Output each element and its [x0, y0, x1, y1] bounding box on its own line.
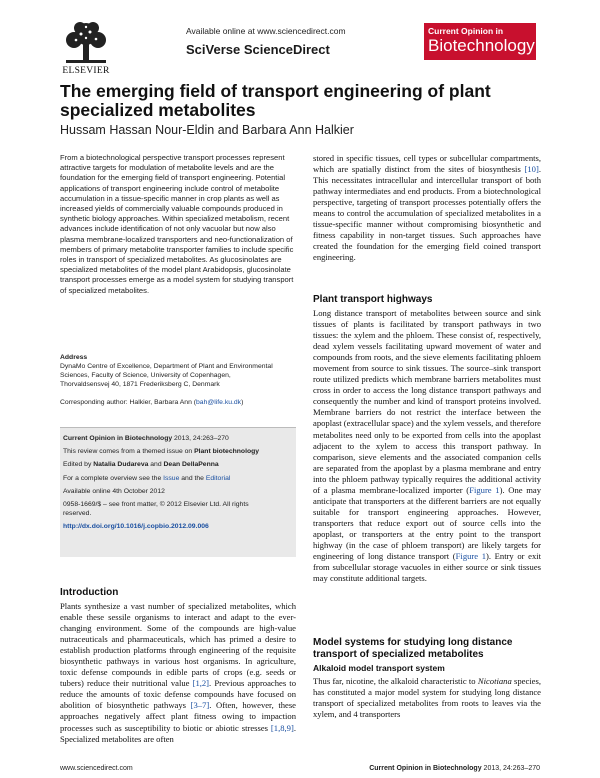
section-heading-model-systems: Model systems for studying long distance transport of specialized metabolites [313, 637, 513, 660]
journal-citation [63, 434, 293, 443]
footer-journal-name: Current Opinion in Biotechnology [369, 765, 482, 772]
body-text-part: Long distance transport of metabolites between source and sink tissues of plants is facilitated by transport pathways in two tissues: the xylem and the phloem. These consist of, respectively, dead xylem vessels facilitating upward movement of water and compounds from roots, and the sieve elements facilitating phloem movement from source to sink tissues. The source–sink transport route utilized predicts which membrane barriers metabolites must cross in order to access the long distance transport pathways and consequently the number and kind of transport proteins involved. Membrane barriers do not restrict the interface between the apoplast (extracellular space) and the xylem vessels, and therefore metabolites need only to be exported from cells into the apoplast adjacent to the xylem to access this transport pathway. In comparison, sieve elements and the associated companion cells are separated from the apoplast by a plasma membrane and entry into the phloem pathway typically requires the additional activity of a plasma membrane-localized importer ( [313, 308, 541, 495]
figure-link[interactable]: Figure 1 [469, 484, 500, 495]
species-name: Nicotiana [477, 676, 512, 686]
intro-text-part: . Often, however, these approaches negatively affect plant fitness owing to impaction processes such as susceptibility to biotic or abiotic stresses [60, 700, 296, 733]
themed-issue-name: Plant biotechnology [194, 448, 260, 456]
editor-name: Dean DellaPenna [163, 461, 219, 469]
corresponding-suffix: ) [241, 399, 244, 406]
corresponding-prefix: Corresponding author: Halkier, Barbara Ann ( [60, 399, 197, 406]
corresponding-email-link[interactable]: bah@life.ku.dk [196, 399, 242, 406]
footer-site-link[interactable]: www.sciencedirect.com [60, 765, 133, 772]
available-online-prefix: Available online at [186, 26, 258, 36]
corresponding-author [60, 398, 296, 407]
journal-citation-rest: 2013, 24:263–270 [172, 435, 229, 442]
body-paragraph [313, 308, 541, 584]
address-line: Sciences, Faculty of Science, University of Copenhagen, [60, 372, 231, 379]
intro-text-part: . Previous approaches to reduce the amounts of toxic defense compounds have focused on abolition of biosynthetic pathways [60, 678, 296, 711]
footer-citation [369, 765, 540, 772]
copyright-line: reserved. [63, 510, 92, 518]
elsevier-wordmark: ELSEVIER [62, 66, 110, 76]
journal-banner-top: Current Opinion in [428, 26, 504, 36]
body-text-part: species, has constituted a major model system for studying long distance transport of specialized metabolites from roots to leaves via the xylem, and 4 transporters [313, 676, 541, 720]
citation-link[interactable]: [3–7] [190, 700, 210, 711]
citation-link[interactable]: [10] [524, 164, 539, 175]
editor-and: and [148, 461, 164, 469]
available-online-date: Available online 4th October 2012 [63, 487, 165, 495]
overview-prefix: For a complete overview see the [63, 474, 164, 482]
body-text-part: Thus far, nicotine, the alkaloid characteristic to [313, 676, 478, 686]
available-online-line [186, 26, 346, 36]
address-line: DynaMo Centre of Excellence, Department of Plant and Environmental [60, 363, 273, 370]
subsection-heading-alkaloid: Alkaloid model transport system [313, 663, 445, 673]
sciencedirect-link[interactable]: www.sciencedirect.com [257, 26, 346, 36]
overview-and: and the [179, 474, 206, 482]
journal-banner[interactable] [424, 23, 536, 60]
article-info-box [60, 427, 296, 557]
figure-link[interactable]: Figure 1 [455, 551, 487, 562]
address-line: Thorvaldsensvej 40, 1871 Frederiksberg C, Denmark [60, 381, 220, 388]
copyright-line: 0958-1669/$ – see front matter, © 2012 Elsevier Ltd. All rights [63, 501, 249, 509]
elsevier-logo[interactable] [60, 20, 112, 78]
overview-line [63, 474, 293, 483]
journal-banner-main: Biotechnology [428, 36, 535, 55]
body-text-part: stored in specific tissues, cell types or subcellular compartments, which are spatially distinct from the sites of biosynthesis [313, 153, 541, 175]
introduction-text [60, 601, 296, 745]
footer-citation-rest: 2013, 24:263–270 [481, 765, 540, 772]
citation-link[interactable]: [1,8,9] [270, 722, 294, 733]
editorial-link[interactable]: Editorial [205, 474, 231, 482]
body-text-part: ). One may anticipate that transporters at the different barriers are not equally suitable for transport engineering approaches. However, transporters that reduce export out of source cells into the apoplast, or transporters at the entry point to the transport highway (in the case of phloem transport) are likely targets for engineering of long distance transport ( [313, 484, 542, 562]
citation-link[interactable]: [1,2] [192, 678, 210, 689]
edited-by-line [63, 460, 293, 469]
body-text-part: ). Entry or exit from subcellular storage vacuoles in either source or sink tissues may constitute additional targets. [313, 551, 542, 584]
themed-issue-line [63, 447, 293, 456]
elsevier-tree-icon [60, 20, 112, 66]
section-heading-transport-highways: Plant transport highways [313, 294, 433, 305]
doi-link[interactable]: http://dx.doi.org/10.1016/j.copbio.2012.09.006 [63, 523, 209, 531]
article-title: The emerging field of transport engineering of plant specialized metabolites [60, 81, 491, 120]
page-header [0, 0, 600, 84]
intro-text-part: Plants synthesize a vast number of specialized metabolites, which enable these sessile organisms to interact and adapt to the ever-changing environment. Some of the compounds are high-value nutraceuticals and pharmaceuticals, which has primed a desire to establish production platforms through engineering of the requisite biosynthetic pathways in various host organisms. In agriculture, toxic defense compounds in edible parts of crops (e.g. seeds or tubers) reduce their nutritional value [60, 601, 296, 689]
body-paragraph [313, 676, 541, 720]
body-paragraph [313, 153, 541, 263]
editor-name: Natalia Dudareva [93, 461, 149, 469]
article-authors: Hussam Hassan Nour-Eldin and Barbara Ann Halkier [60, 123, 354, 137]
edited-by-prefix: Edited by [63, 461, 94, 469]
abstract: From a biotechnological perspective transport processes represent attractive targets for modulation of metabolite levels and are the foundation for the emerging field of transport engineering. Potential applications of transport engineering include control of metabolite accumulation in a tissue-specific manner in crop plants as well as increased yields of commercially valuable compounds produced in synthetic biology approaches. Within specialized metabolism, recent advances include identification of not only vacuolar but now also plasma membrane-localized transporters and neo-functionalization of members of primary metabolite transporter families to include specific roles in transport of specialized metabolites. As glucosinolates are specialized metabolites of the model plant Arabidopsis, glucosinolate transport processes emerge as a model system for studying transport of specialized metabolites. [60, 153, 294, 295]
introduction-heading: Introduction [60, 587, 119, 598]
address-block [60, 353, 296, 407]
journal-citation-name: Current Opinion in Biotechnology [63, 435, 173, 442]
body-text-part: . This necessitates intracellular and intercellular transport of both pathway intermediates and end products. From a biotechnological perspective, targeting of transport processes potentially offers the means to control the accumulation of specialized metabolites in a tissue-specific manner without compromising biosynthetic and fitness capability in non-target tissues. Such approaches have created the foundation for the emerging field coined transport engineering. [313, 164, 541, 263]
address-label: Address [60, 354, 88, 361]
intro-text-part: . Specialized metabolites are often [60, 722, 296, 744]
platform-name: SciVerse ScienceDirect [186, 42, 330, 57]
issue-link[interactable]: Issue [163, 474, 180, 482]
themed-issue-prefix: This review comes from a themed issue on [63, 448, 195, 456]
